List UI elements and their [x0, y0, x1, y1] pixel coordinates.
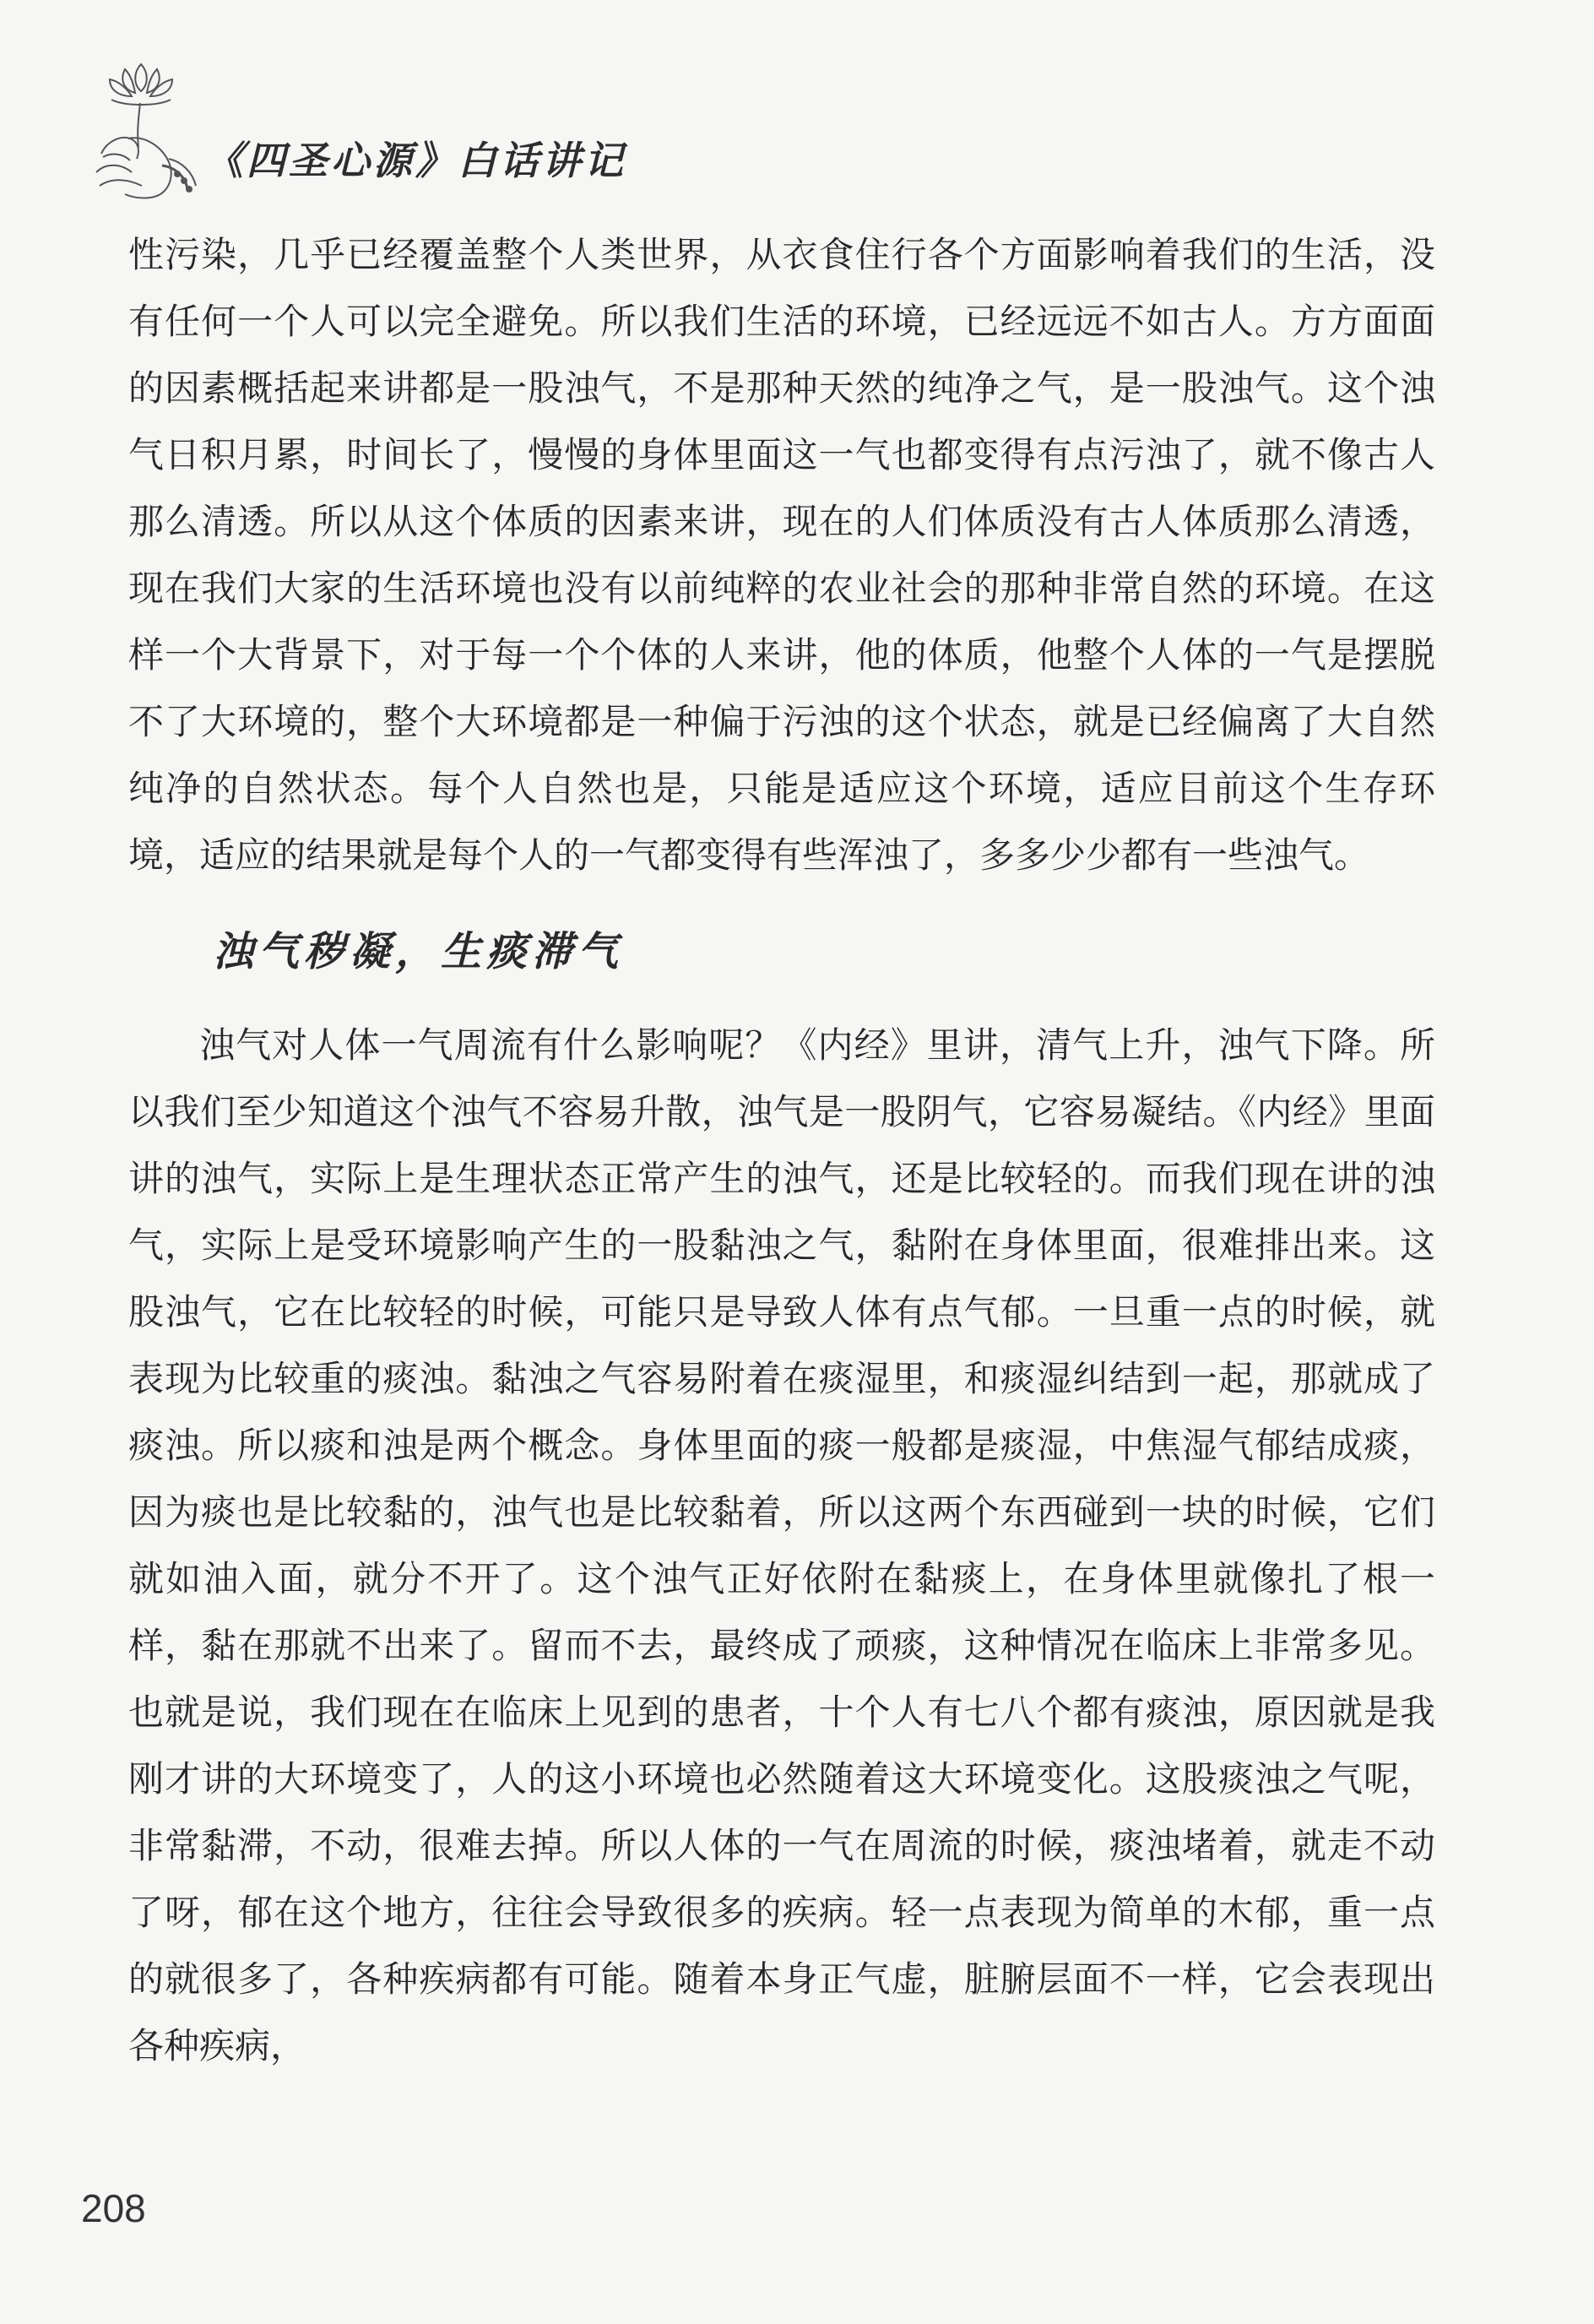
book-title: 《四圣心源》白话讲记 — [204, 138, 626, 183]
page-header — [78, 54, 719, 214]
body-paragraph-2: 浊气对人体一气周流有什么影响呢？《内经》里讲，清气上升，浊气下降。所以我们至少知道这个浊气不容易升散，浊气是一股阴气，它容易凝结。《内经》里面讲的浊气，实际上是生理状态正常产生的浊气，还是比较轻的。而我们现在讲的浊气，实际上是受环境影响产生的一股黏浊之气，黏附在身体里面，很难排出来。这股浊气，它在比较轻的时候，可能只是导致人体有点气郁。一旦重一点的时候，就表现为比较重的痰浊。黏浊之气容易附着在痰湿里，和痰湿纠结到一起，那就成了痰浊。所以痰和浊是两个概念。身体里面的痰一般都是痰湿，中焦湿气郁结成痰，因为痰也是比较黏的，浊气也是比较黏着，所以这两个东西碰到一块的时候，它们就如油入面，就分不开了。这个浊气正好依附在黏痰上，在身体里就像扎了根一样，黏在那就不出来了。留而不去，最终成了顽痰，这种情况在临床上非常多见。也就是说，我们现在在临床上见到的患者，十个人有七八个都有痰浊，原因就是我刚才讲的大环境变了，人的这小环境也必然随着这大环境变化。这股痰浊之气呢，非常黏滞，不动，很难去掉。所以人体的一气在周流的时候，痰浊堵着，就走不动了呀，郁在这个地方，往往会导致很多的疾病。轻一点表现为简单的木郁，重一点的就很多了，各种疾病都有可能。随着本身正气虚，脏腑层面不一样，它会表现出各种疾病， — [128, 1024, 1435, 2066]
page-content — [128, 221, 1435, 2079]
page-number: 208 — [81, 2186, 146, 2230]
section-heading: 浊气秽凝，生痰滞气 — [213, 928, 624, 975]
body-paragraph-1: 性污染，几乎已经覆盖整个人类世界，从衣食住行各个方面影响着我们的生活，没有任何一个人可以完全避免。所以我们生活的环境，已经远远不如古人。方方面面的因素概括起来讲都是一股浊气，不是那种天然的纯净之气，是一股浊气。这个浊气日积月累，时间长了，慢慢的身体里面这一气也都变得有点污浊了，就不像古人那么清透。所以从这个体质的因素来讲，现在的人们体质没有古人体质那么清透，现在我们大家的生活环境也没有以前纯粹的农业社会的那种非常自然的环境。在这样一个大背景下，对于每一个个体的人来讲，他的体质，他整个人体的一气是摆脱不了大环境的，整个大环境都是一种偏于污浊的这个状态，就是已经偏离了大自然纯净的自然状态。每个人自然也是，只能是适应这个环境，适应目前这个生存环境，适应的结果就是每个人的一气都变得有些浑浊了，多多少少都有一些浊气。 — [128, 234, 1435, 876]
lotus-hand-icon — [78, 54, 204, 214]
